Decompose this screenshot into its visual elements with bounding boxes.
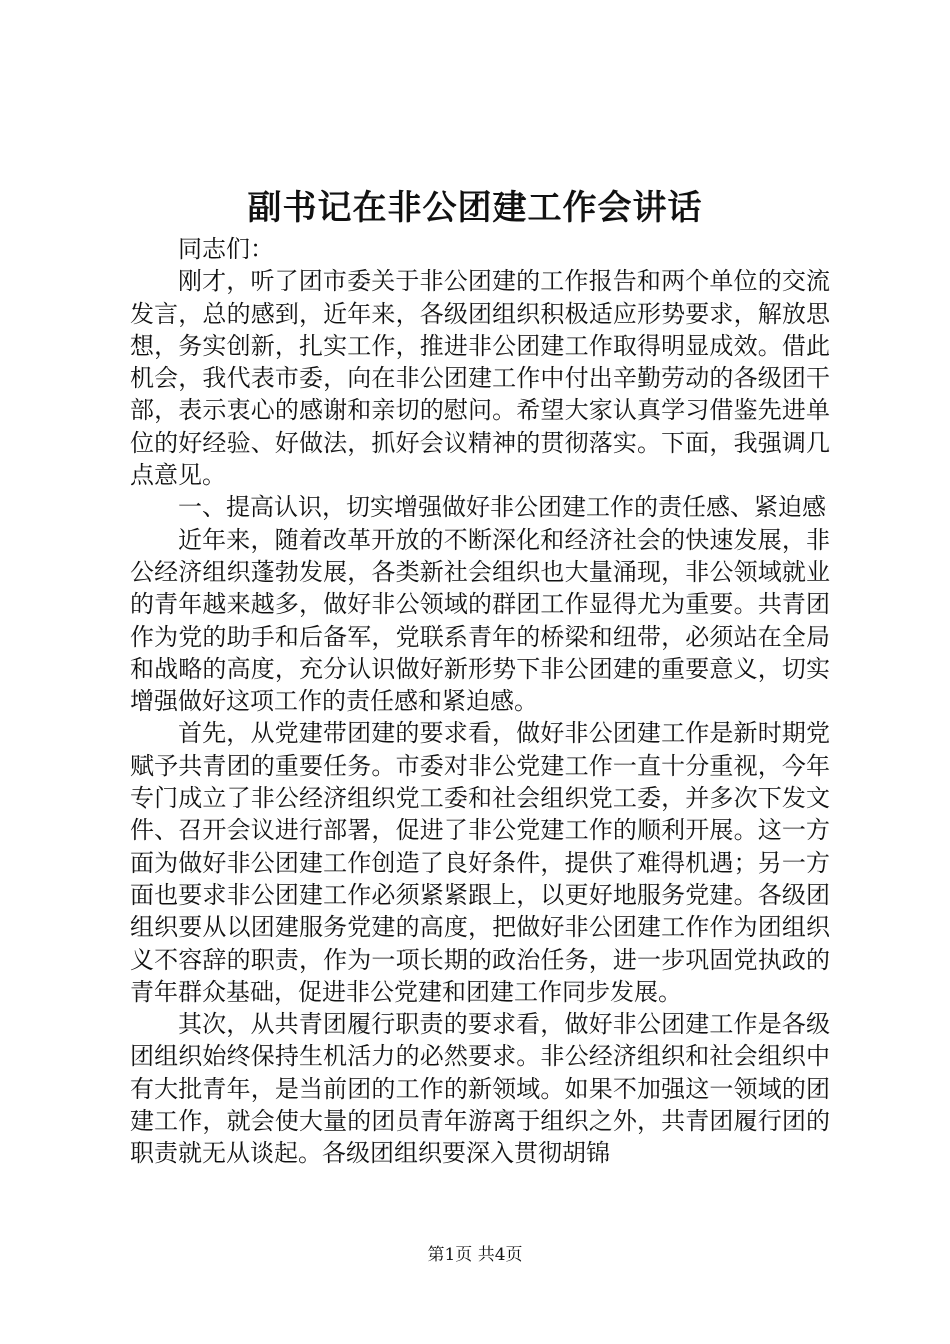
page-number-footer: 第1页 共4页 — [427, 1245, 523, 1265]
section-heading: 一、提高认识，切实增强做好非公团建工作的责任感、紧迫感 — [178, 493, 826, 522]
salutation-paragraph: 同志们： — [178, 235, 274, 263]
body-paragraph: 其次，从共青团履行职责的要求看，做好非公团建工作是各级团组织始终保持生机活力的必然要求。非公经济组织和社会组织中有大批青年，是当前团的工作的新领域。如果不加强这一领域的团建工作，就会使大量的团员青年游离于组织之外，共青团履行团的职责就无从谈起。各级团组织要深入贯彻胡锦 — [130, 1010, 830, 1168]
body-paragraph: 近年来，随着改革开放的不断深化和经济社会的快速发展，非公经济组织蓬勃发展，各类新社会组织也大量涌现，非公领域就业的青年越来越多，做好非公领域的群团工作显得尤为重要。共青团作为党的助手和后备军，党联系青年的桥梁和纽带，必须站在全局和战略的高度，充分认识做好新形势下非公团建的重要意义，切实增强做好这项工作的责任感和紧迫感。 — [130, 525, 830, 716]
body-paragraph: 首先，从党建带团建的要求看，做好非公团建工作是新时期党赋予共青团的重要任务。市委对非公党建工作一直十分重视，今年专门成立了非公经济组织党工委和社会组织党工委，并多次下发文件、召开会议进行部署，促进了非公党建工作的顺利开展。这一方面为做好非公团建工作创造了良好条件，提供了难得机遇；另一方面也要求非公团建工作必须紧紧跟上，以更好地服务党建。各级团组织要从以团建服务党建的高度，把做好非公团建工作作为团组织义不容辞的职责，作为一项长期的政治任务，进一步巩固党执政的青年群众基础，促进非公党建和团建工作同步发展。 — [130, 719, 830, 1006]
document-body — [130, 233, 830, 1170]
body-paragraph: 刚才，听了团市委关于非公团建的工作报告和两个单位的交流发言，总的感到，近年来，各级团组织积极适应形势要求，解放思想，务实创新，扎实工作，推进非公团建工作取得明显成效。借此机会，我代表市委，向在非公团建工作中付出辛勤劳动的各级团干部，表示衷心的感谢和亲切的慰问。希望大家认真学习借鉴先进单位的好经验、好做法，抓好会议精神的贯彻落实。下面，我强调几点意见。 — [130, 267, 830, 490]
document-title: 副书记在非公团建工作会讲话 — [247, 188, 703, 228]
